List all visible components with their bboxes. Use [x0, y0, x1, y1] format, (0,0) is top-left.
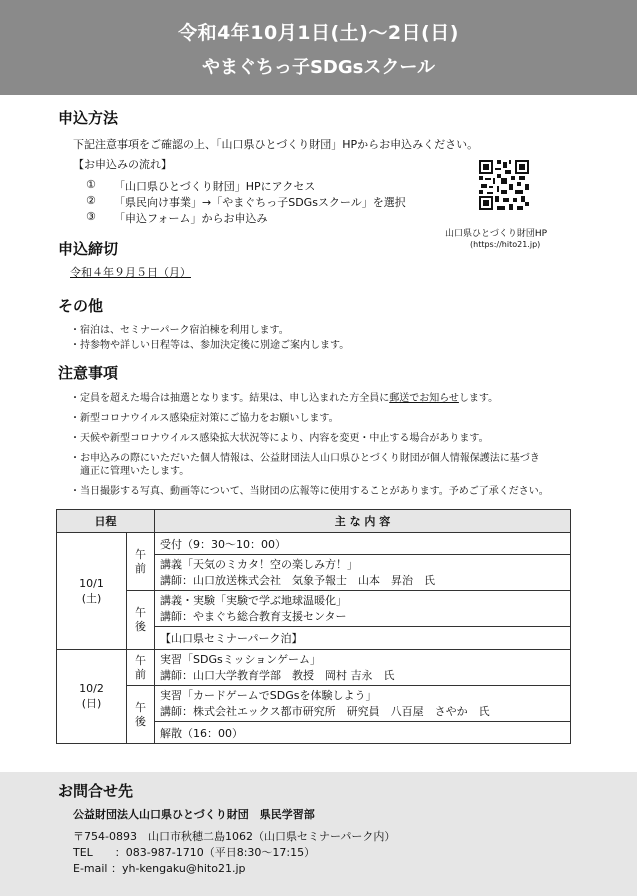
content-cell: 解散（16：00）	[155, 722, 571, 744]
day-dow: (日)	[81, 697, 102, 710]
note-text: ・定員を超えた場合は抽選となります。結果は、申し込まれた方全員に	[70, 393, 390, 404]
content-cell	[155, 686, 571, 722]
schedule-table	[56, 509, 571, 744]
note-item: ・新型コロナウイルス感染症対策にご協力をお願いします。	[70, 413, 339, 424]
note-text: します。	[458, 393, 499, 404]
event-title: やまぐちっ子SDGsスクール	[201, 57, 436, 78]
am-char: 前	[135, 561, 146, 575]
content-cell: 受付（9：30〜10：00）	[155, 533, 571, 555]
content-cell	[155, 591, 571, 627]
application-heading: 申込方法	[58, 109, 119, 127]
lecture-title: 実習「カードゲームでSDGsを体験しよう」	[160, 688, 377, 702]
pm-cell	[127, 686, 155, 744]
note-item: ・天候や新型コロナウイルス感染拡大状況等により、内容を変更・中止する場合があります。	[70, 433, 489, 444]
step-num: ①	[86, 178, 96, 191]
step-num: ②	[86, 194, 96, 207]
table-row	[57, 591, 571, 627]
note-item	[70, 389, 498, 404]
table-row	[57, 533, 571, 555]
contact-org: 公益財団法人山口県ひとづくり財団 県民学習部	[73, 808, 315, 821]
day-cell	[57, 533, 127, 650]
pm-char: 後	[135, 714, 146, 728]
am-char: 前	[135, 667, 146, 681]
lecture-speaker: 講師：山口放送株式会社 気象予報士 山本 昇治 氏	[160, 573, 435, 587]
day-date: 10/1	[79, 576, 104, 590]
lecture-speaker: 講師：やまぐち総合教育支援センター	[160, 609, 347, 623]
pm-char: 午	[135, 700, 146, 714]
lecture-title: 講義・実験「実験で学ぶ地球温暖化」	[160, 593, 347, 607]
flow-label: 【お申込みの流れ】	[73, 158, 172, 171]
notes-heading: 注意事項	[58, 364, 119, 382]
table-row	[57, 650, 571, 686]
step-text: 「山口県ひとづくり財団」HPにアクセス	[114, 180, 316, 193]
col-day-header: 日程	[57, 510, 155, 533]
contact-tel: TEL ：083-987-1710（平日8:30〜17:15）	[73, 846, 316, 859]
day-cell	[57, 650, 127, 744]
contact-footer	[0, 772, 637, 896]
am-char: 午	[135, 653, 146, 667]
col-content-header: 主 な 内 容	[155, 510, 571, 533]
note-item: ・当日撮影する写真、動画等について、当財団の広報等に使用することがあります。予めご了承ください。	[70, 486, 549, 497]
am-char: 午	[135, 547, 146, 561]
pm-char: 午	[135, 606, 146, 620]
contact-email[interactable]: E-mail ：yh-kengaku@hito21.jp	[73, 862, 246, 875]
content-cell	[155, 650, 571, 686]
header-banner	[0, 0, 637, 95]
day-date: 10/2	[79, 682, 104, 695]
other-item: ・持参物や詳しい日程等は、参加決定後に別途ご案内します。	[70, 340, 350, 351]
lecture-title: 実習「SDGsミッションゲーム」	[160, 652, 322, 666]
contact-heading: お問合せ先	[58, 782, 134, 800]
pm-char: 後	[135, 620, 146, 633]
pm-cell	[127, 591, 155, 650]
lecture-speaker: 講師：山口大学教育学部 教授 岡村 吉永 氏	[160, 668, 395, 682]
qr-caption: 山口県ひとづくり財団HP	[445, 229, 548, 239]
note-item-cont: 適正に管理いたします。	[80, 466, 190, 477]
step-num: ③	[86, 210, 96, 223]
table-header-row	[57, 510, 571, 533]
step-text: 「申込フォーム」からお申込み	[114, 212, 268, 225]
application-intro: 下記注意事項をご確認の上、「山口県ひとづくり財団」HPからお申込みください。	[73, 138, 479, 151]
lecture-title: 講義「天気のミカタ！空の楽しみ方！」	[160, 557, 358, 571]
other-heading: その他	[58, 297, 104, 315]
qr-url[interactable]: (https://hito21.jp)	[470, 240, 541, 249]
event-date: 令和4年10月1日(土)〜2日(日)	[178, 22, 459, 44]
am-cell	[127, 650, 155, 686]
qr-code-icon[interactable]	[479, 160, 529, 210]
other-item: ・宿泊は、セミナーパーク宿泊棟を利用します。	[70, 325, 289, 336]
deadline-heading: 申込締切	[58, 240, 119, 258]
table-row	[57, 686, 571, 722]
content-cell: 【山口県セミナーパーク泊】	[155, 627, 571, 650]
content-cell	[155, 555, 571, 591]
step-text: 「県民向け事業」→「やまぐちっ子SDGsスクール」を選択	[114, 196, 406, 209]
day-dow: (土)	[81, 591, 102, 605]
note-item: ・お申込みの際にいただいた個人情報は、公益財団法人山口県ひとづくり財団が個人情報保護法に基づき	[70, 453, 540, 464]
am-cell	[127, 533, 155, 591]
contact-address: 〒754-0893 山口市秋穂二島1062（山口県セミナーパーク内）	[73, 830, 396, 843]
note-underlined: 郵送でお知らせ	[389, 393, 459, 404]
deadline-date: 令和４年９月５日（月）	[70, 266, 191, 279]
lecture-speaker: 講師：株式会社エックス都市研究所 研究員 八百屋 さやか 氏	[160, 704, 490, 718]
